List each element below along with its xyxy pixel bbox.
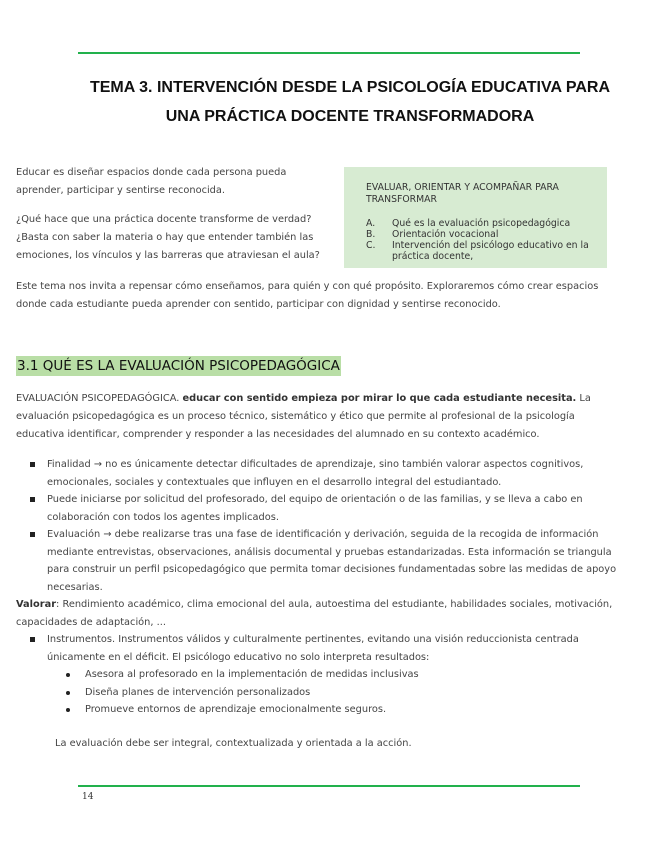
- bottom-divider: [78, 785, 580, 787]
- intro-paragraph-2: ¿Qué hace que una práctica docente transforme de verdad? ¿Basta con saber la materia o hay que entender también las emociones, los vínculos y las barreras que atraviesan el aula?: [16, 214, 320, 261]
- round-bullet-icon: [66, 708, 70, 712]
- page-title: [40, 73, 655, 131]
- round-bullet-icon: [66, 673, 70, 677]
- bullet-list: [16, 456, 620, 719]
- square-bullet-icon: [30, 637, 35, 642]
- round-bullet-icon: [66, 691, 70, 695]
- sub-list-item: Asesora al profesorado en la implementación de medidas inclusivas: [16, 666, 620, 684]
- contents-item-text: Qué es la evaluación psicopedagógica: [392, 218, 571, 229]
- contents-box-heading: EVALUAR, ORIENTAR Y ACOMPAÑAR PARA TRANSFORMAR: [366, 182, 559, 205]
- valorar-text: : Rendimiento académico, clima emocional del aula, autoestima del estudiante, habilidades sociales, motivación, capacidades de adaptación, ...: [16, 599, 613, 628]
- valorar-paragraph: [16, 596, 620, 631]
- contents-item-text: Orientación vocacional: [392, 229, 499, 240]
- contents-item-letter: B.: [366, 229, 376, 240]
- closing-statement: La evaluación debe ser integral, contextualizada y orientada a la acción.: [55, 738, 412, 749]
- contents-item-text: Intervención del psicólogo educativo en la práctica docente,: [392, 240, 589, 262]
- lead-bold-text: educar con sentido empieza por mirar lo que cada estudiante necesita.: [182, 393, 577, 404]
- square-bullet-icon: [30, 497, 35, 502]
- sub-list-item: Diseña planes de intervención personalizados: [16, 684, 620, 702]
- lead-label: EVALUACIÓN PSICOPEDAGÓGICA.: [16, 393, 180, 404]
- contents-item-letter: C.: [366, 240, 376, 251]
- contents-box: [344, 167, 607, 268]
- title-line-2: UNA PRÁCTICA DOCENTE TRANSFORMADORA: [165, 108, 535, 125]
- list-item: Evaluación → debe realizarse tras una fase de identificación y derivación, seguida de la recogida de información mediante entrevistas, observaciones, análisis documental y pruebas estandarizadas. Esta información se triangula para construir un perfil psicopedagógico que permita tomar decisiones fundamentadas sobre las medidas de apoyo necesarias.: [16, 526, 620, 596]
- title-line-1: TEMA 3. INTERVENCIÓN DESDE LA PSICOLOGÍA EDUCATIVA PARA: [89, 79, 611, 96]
- contents-item-letter: A.: [366, 218, 376, 229]
- section-heading: 3.1 QUÉ ES LA EVALUACIÓN PSICOPEDAGÓGICA: [17, 358, 340, 374]
- page-number: 14: [82, 792, 94, 802]
- top-divider: [78, 52, 580, 54]
- intro-paragraph-3: Este tema nos invita a repensar cómo enseñamos, para quién y con qué propósito. Exploraremos cómo crear espacios donde cada estudiante pueda aprender con sentido, participar con dignidad y sentirse reconocido.: [16, 281, 599, 310]
- list-item: Instrumentos. Instrumentos válidos y culturalmente pertinentes, evitando una visión reduccionista centrada únicamente en el déficit. El psicólogo educativo no solo interpreta resultados:: [16, 631, 620, 666]
- contents-item-a: [366, 218, 597, 229]
- lead-text: La evaluación psicopedagógica es un proceso técnico, sistemático y ético que permite al profesional de la psicología educativa identificar, comprender y responder a las necesidades del alumnado en su contexto académico.: [16, 393, 591, 440]
- contents-item-b: [366, 229, 597, 240]
- sub-list-item: Promueve entornos de aprendizaje emocionalmente seguros.: [16, 701, 620, 719]
- square-bullet-icon: [30, 532, 35, 537]
- list-item: Finalidad → no es únicamente detectar dificultades de aprendizaje, sino también valorar aspectos cognitivos, emocionales, sociales y contextuales que influyen en el desarrollo integral del estudiantado.: [16, 456, 620, 491]
- valorar-label: Valorar: [16, 599, 57, 610]
- intro-paragraph-1: Educar es diseñar espacios donde cada persona pueda aprender, participar y sentirse reconocida.: [16, 167, 287, 196]
- square-bullet-icon: [30, 462, 35, 467]
- contents-item-c: [366, 240, 597, 262]
- section-lead-paragraph: [16, 390, 616, 444]
- list-item: Puede iniciarse por solicitud del profesorado, del equipo de orientación o de las familias, y se lleva a cabo en colaboración con todos los agentes implicados.: [16, 491, 620, 526]
